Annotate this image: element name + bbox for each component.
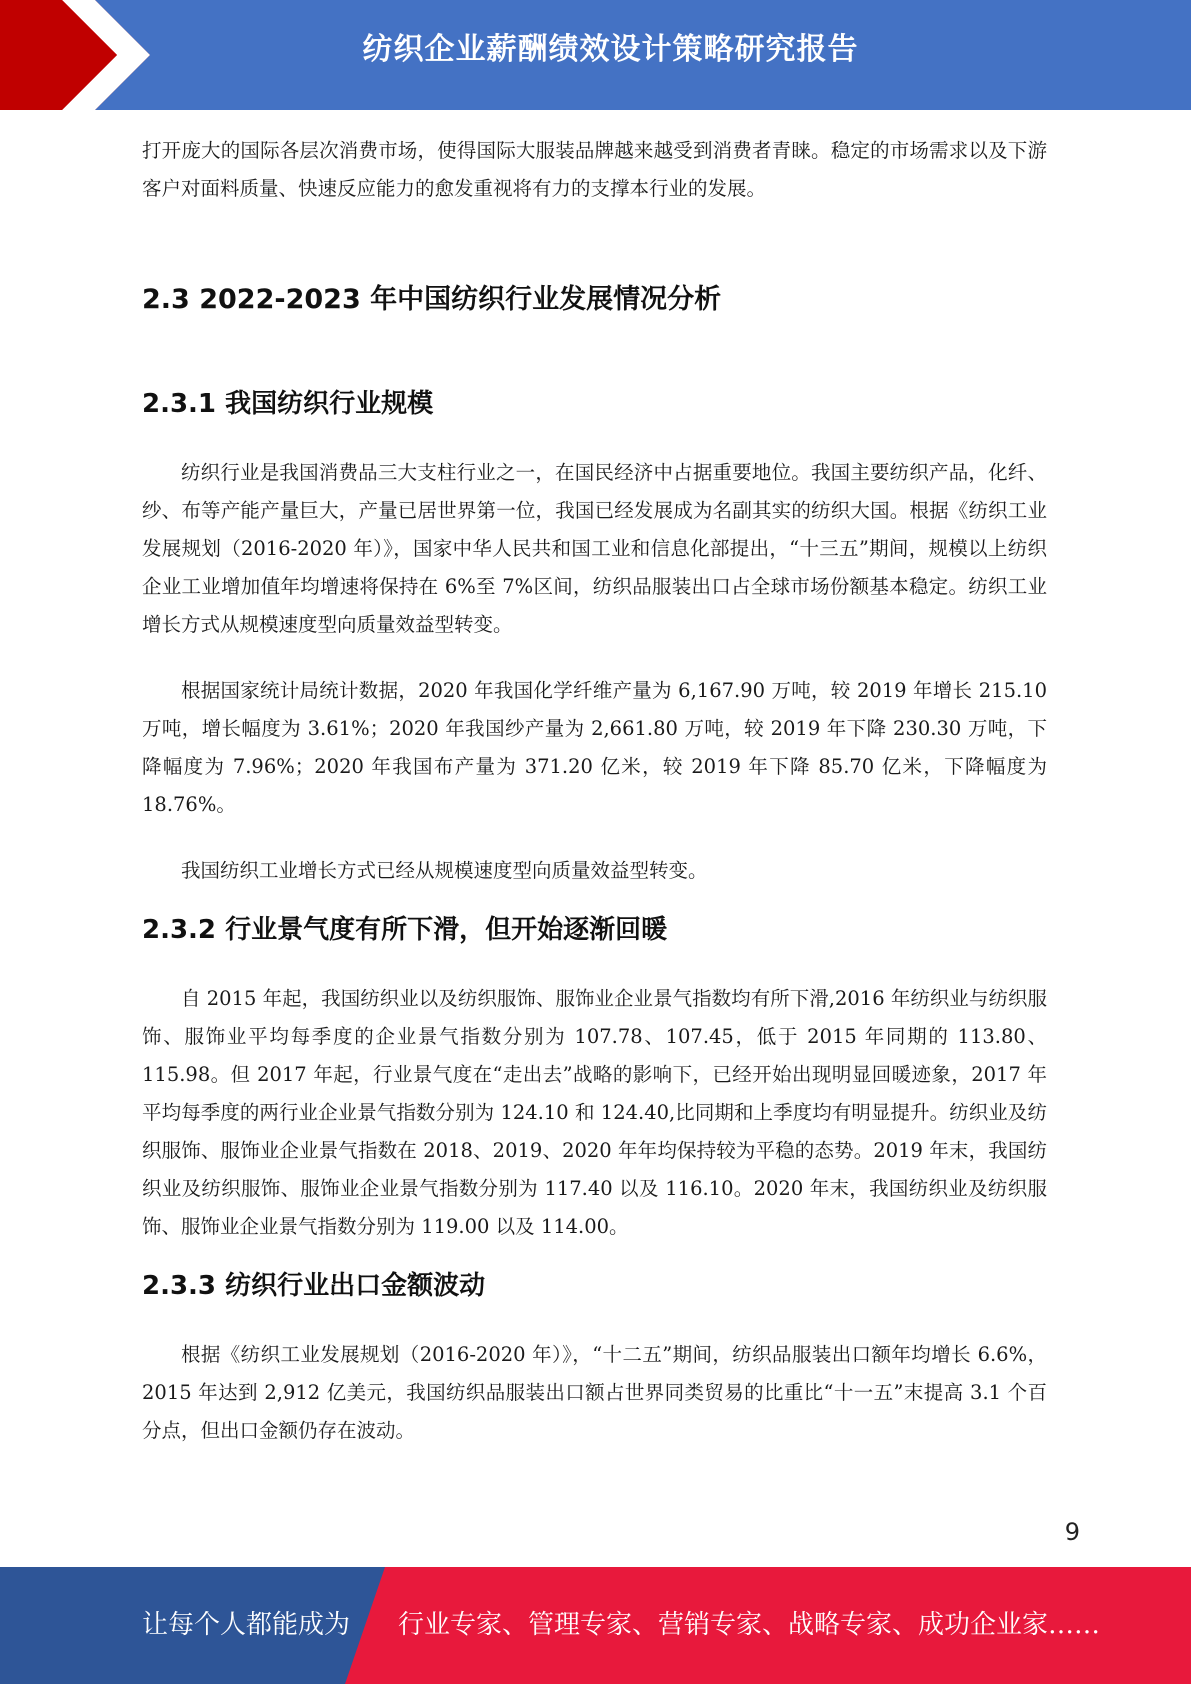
- s231-paragraph-1: 纺织行业是我国消费品三大支柱行业之一，在国民经济中占据重要地位。我国主要纺织产品，化纤、纱、布等产能产量巨大，产量已居世界第一位，我国已经发展成为名副其实的纺织大国。根据《纺织工业发展规划（2016-2020 年）》，国家中华人民共和国工业和信息化部提出，“十三五”期间，规模以上纺织企业工业增加值年均增速将保持在 6%至 7%区间，纺织品服装出口占全球市场份额基本稳定。纺织工业增长方式从规模速度型向质量效益型转变。: [142, 461, 1047, 636]
- section-2-3-1-heading: 2.3.1 我国纺织行业规模: [142, 389, 434, 419]
- footer-slogan-left: 让每个人都能成为: [142, 1610, 351, 1640]
- intro-paragraph: 打开庞大的国际各层次消费市场，使得国际大服装品牌越来越受到消费者青睐。稳定的市场需求以及下游客户对面料质量、快速反应能力的愈发重视将有力的支撑本行业的发展。: [142, 139, 1047, 200]
- section-2-3-heading: 2.3 2022-2023 年中国纺织行业发展情况分析: [142, 284, 722, 315]
- page-footer: [0, 1567, 1191, 1684]
- s231-paragraph-2: 根据国家统计局统计数据，2020 年我国化学纤维产量为 6,167.90 万吨，较 2019 年增长 215.10 万吨，增长幅度为 3.61%；2020 年我国纱产量为 2,661.80 万吨，较 2019 年下降 230.30 万吨，下降幅度为 7.96%；2020 年我国布产量为 371.20 亿米，较 2019 年下降 85.70 亿米，下降幅度为 18.76%。: [142, 679, 1047, 816]
- footer-slogan-right: 行业专家、管理专家、营销专家、战略专家、成功企业家……: [398, 1610, 1101, 1640]
- page-content: [142, 132, 1047, 1450]
- page-number: 9: [1064, 1518, 1080, 1546]
- s231-paragraph-3: 我国纺织工业增长方式已经从规模速度型向质量效益型转变。: [181, 859, 708, 882]
- s232-paragraph-1: 自 2015 年起，我国纺织业以及纺织服饰、服饰业企业景气指数均有所下滑,2016 年纺织业与纺织服饰、服饰业平均每季度的企业景气指数分别为 107.78、107.45，低于 2015 年同期的 113.80、115.98。但 2017 年起，行业景气度在“走出去”战略的影响下，已经开始出现明显回暖迹象，2017 年平均每季度的两行业企业景气指数分别为 124.10 和 124.40,比同期和上季度均有明显提升。纺织业及纺织服饰、服饰业企业景气指数在 2018、2019、2020 年年均保持较为平稳的态势。2019 年末，我国纺织业及纺织服饰、服饰业企业景气指数分别为 117.40 以及 116.10。2020 年末，我国纺织业及纺织服饰、服饰业企业景气指数分别为 119.00 以及 114.00。: [142, 987, 1047, 1238]
- page-header: [0, 0, 1191, 110]
- section-2-3-3-heading: 2.3.3 纺织行业出口金额波动: [142, 1271, 486, 1301]
- section-2-3-2-heading: 2.3.2 行业景气度有所下滑，但开始逐渐回暖: [142, 915, 668, 945]
- s233-paragraph-1: 根据《纺织工业发展规划（2016-2020 年）》，“十二五”期间，纺织品服装出口额年均增长 6.6%，2015 年达到 2,912 亿美元，我国纺织品服装出口额占世界同类贸易的比重比“十一五”末提高 3.1 个百分点，但出口金额仍存在波动。: [142, 1343, 1047, 1442]
- report-title: 纺织企业薪酬绩效设计策略研究报告: [362, 32, 859, 67]
